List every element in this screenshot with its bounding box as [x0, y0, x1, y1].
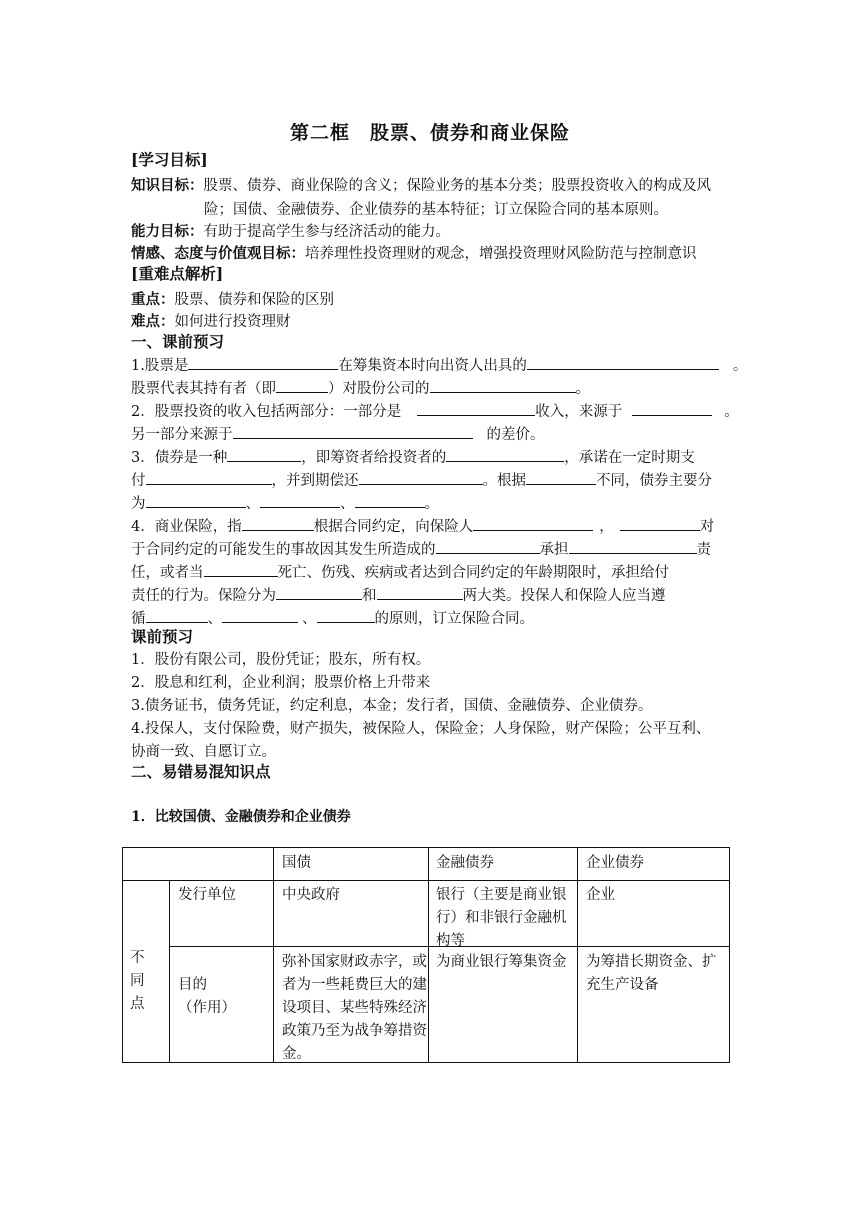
blank — [632, 401, 712, 416]
blank — [188, 355, 338, 370]
ability-label: 能力目标： — [131, 223, 204, 240]
emotion-label: 情感、态度与价值观目标： — [131, 245, 305, 262]
blank — [317, 608, 375, 623]
question-1-line-2: 股票代表其持有者（即 ）对股份公司的 。 — [131, 378, 590, 399]
preview-heading: 一、课前预习 — [131, 332, 225, 351]
row-purpose-label: 目的 （作用） — [178, 977, 236, 1016]
question-4-line-1: 4．商业保险，指 根据合同约定，向保险人 ， 对 — [131, 516, 714, 537]
knowledge-label: 知识目标： — [131, 177, 204, 194]
key-label: 重点： — [131, 291, 175, 308]
question-4-line-2: 于合同约定的可能发生的事故因其发生所造成的 承担 责 — [131, 539, 711, 560]
blank — [260, 493, 340, 508]
objectives-heading: [学习目标] — [131, 150, 208, 169]
question-4-line-3: 任，或者当 死亡、伤残、疾病或者达到合同约定的年龄期限时，承担给付 — [131, 562, 669, 583]
blank — [146, 493, 246, 508]
blank — [446, 447, 564, 462]
answer-2: 2．股息和红利，企业利润；股票价格上升带来 — [131, 675, 431, 691]
row-issuer-label: 发行单位 — [178, 887, 236, 903]
row-purpose-guozhai: 弥补国家财政赤字，或者为一些耗费巨大的建设项目、某些特殊经济政策乃至为战争筹措资金。 — [282, 954, 427, 1062]
question-3-line-3: 为 、 、 。 — [131, 493, 439, 514]
row-issuer-jinrong: 银行（主要是商业银行）和非银行金融机构等 — [436, 887, 567, 949]
blank — [222, 608, 298, 623]
blank — [359, 470, 483, 485]
difficult-point — [131, 312, 291, 332]
question-3-line-2: 付 ，并到期偿还 。根据 不同，债券主要分 — [131, 470, 712, 491]
blank — [620, 516, 700, 531]
blank — [276, 585, 362, 600]
ability-objective — [131, 222, 450, 242]
blank — [146, 608, 208, 623]
row-issuer-guozhai: 中央政府 — [282, 887, 340, 903]
blank — [227, 447, 301, 462]
key-text: 股票、债券和保险的区别 — [174, 292, 334, 308]
key-point — [131, 290, 334, 310]
page-title: 第二框 股票、债券和商业保险 — [289, 122, 570, 144]
question-2-line-2: 另一部分来源于 的差价。 — [131, 424, 545, 445]
question-4-line-4: 责任的行为。保险分为 和 两大类。投保人和保险人应当遵 — [131, 585, 666, 606]
blank — [242, 516, 314, 531]
blank — [527, 355, 719, 370]
question-2-line-1: 2．股票投资的收入包括两部分：一部分是 收入，来源于 。 — [131, 401, 739, 422]
row-purpose-qiye: 为筹措长期资金、扩充生产设备 — [586, 954, 717, 993]
blank — [430, 378, 576, 393]
emotion-objective — [131, 244, 697, 264]
blank — [377, 585, 463, 600]
question-3-line-1: 3．债券是一种 ，即筹资者给投资者的 ，承诺在一定时期支 — [131, 447, 695, 468]
header-guozhai: 国债 — [282, 855, 311, 871]
blank — [436, 539, 540, 554]
emotion-text: 培养理性投资理财的观念，增强投资理财风险防范与控制意识 — [305, 246, 697, 262]
question-1-line-1: 1.股票是 在筹集资本时向出资人出具的 。 — [131, 355, 747, 376]
blank — [204, 562, 278, 577]
group-label: 不 同 点 — [130, 950, 145, 1012]
answer-1: 1．股份有限公司，股份凭证；股东，所有权。 — [131, 652, 431, 668]
answer-3: 3.债务证书，债务凭证，约定利息，本金；发行者，国债、金融债券、企业债券。 — [131, 698, 653, 714]
knowledge-text-1: 股票、债券、商业保险的含义；保险业务的基本分类；股票投资收入的构成及风 — [203, 178, 711, 194]
blank — [473, 516, 593, 531]
blank — [276, 378, 328, 393]
difficult-label: 难点： — [131, 313, 175, 330]
knowledge-text-2: 险；国债、金融债券、企业债券的基本特征；订立保险合同的基本原则。 — [204, 202, 668, 218]
blank — [355, 493, 425, 508]
blank — [417, 401, 535, 416]
blank — [526, 470, 596, 485]
answer-4-cont: 协商一致、自愿订立。 — [131, 744, 276, 760]
blank — [146, 470, 272, 485]
blank — [233, 424, 473, 439]
blank — [569, 539, 697, 554]
keypoints-heading: [重难点解析] — [131, 264, 224, 283]
confusion-heading: 二、易错易混知识点 — [131, 762, 271, 781]
difficult-text: 如何进行投资理财 — [174, 314, 291, 330]
row-purpose-jinrong: 为商业银行筹集资金 — [436, 954, 567, 970]
header-jinrong: 金融债券 — [436, 855, 494, 871]
question-4-line-5: 循 、 、 的原则，订立保险合同。 — [131, 608, 534, 629]
header-qiye: 企业债券 — [586, 855, 644, 871]
answers-heading: 课前预习 — [131, 627, 194, 646]
knowledge-objective — [131, 176, 711, 196]
ability-text: 有助于提高学生参与经济活动的能力。 — [203, 224, 450, 240]
compare-heading: 1．比较国债、金融债券和企业债券 — [131, 809, 351, 825]
row-issuer-qiye: 企业 — [586, 887, 615, 903]
answer-4: 4.投保人，支付保险费，财产损失，被保险人，保险金；人身保险，财产保险；公平互利、 — [131, 721, 711, 737]
